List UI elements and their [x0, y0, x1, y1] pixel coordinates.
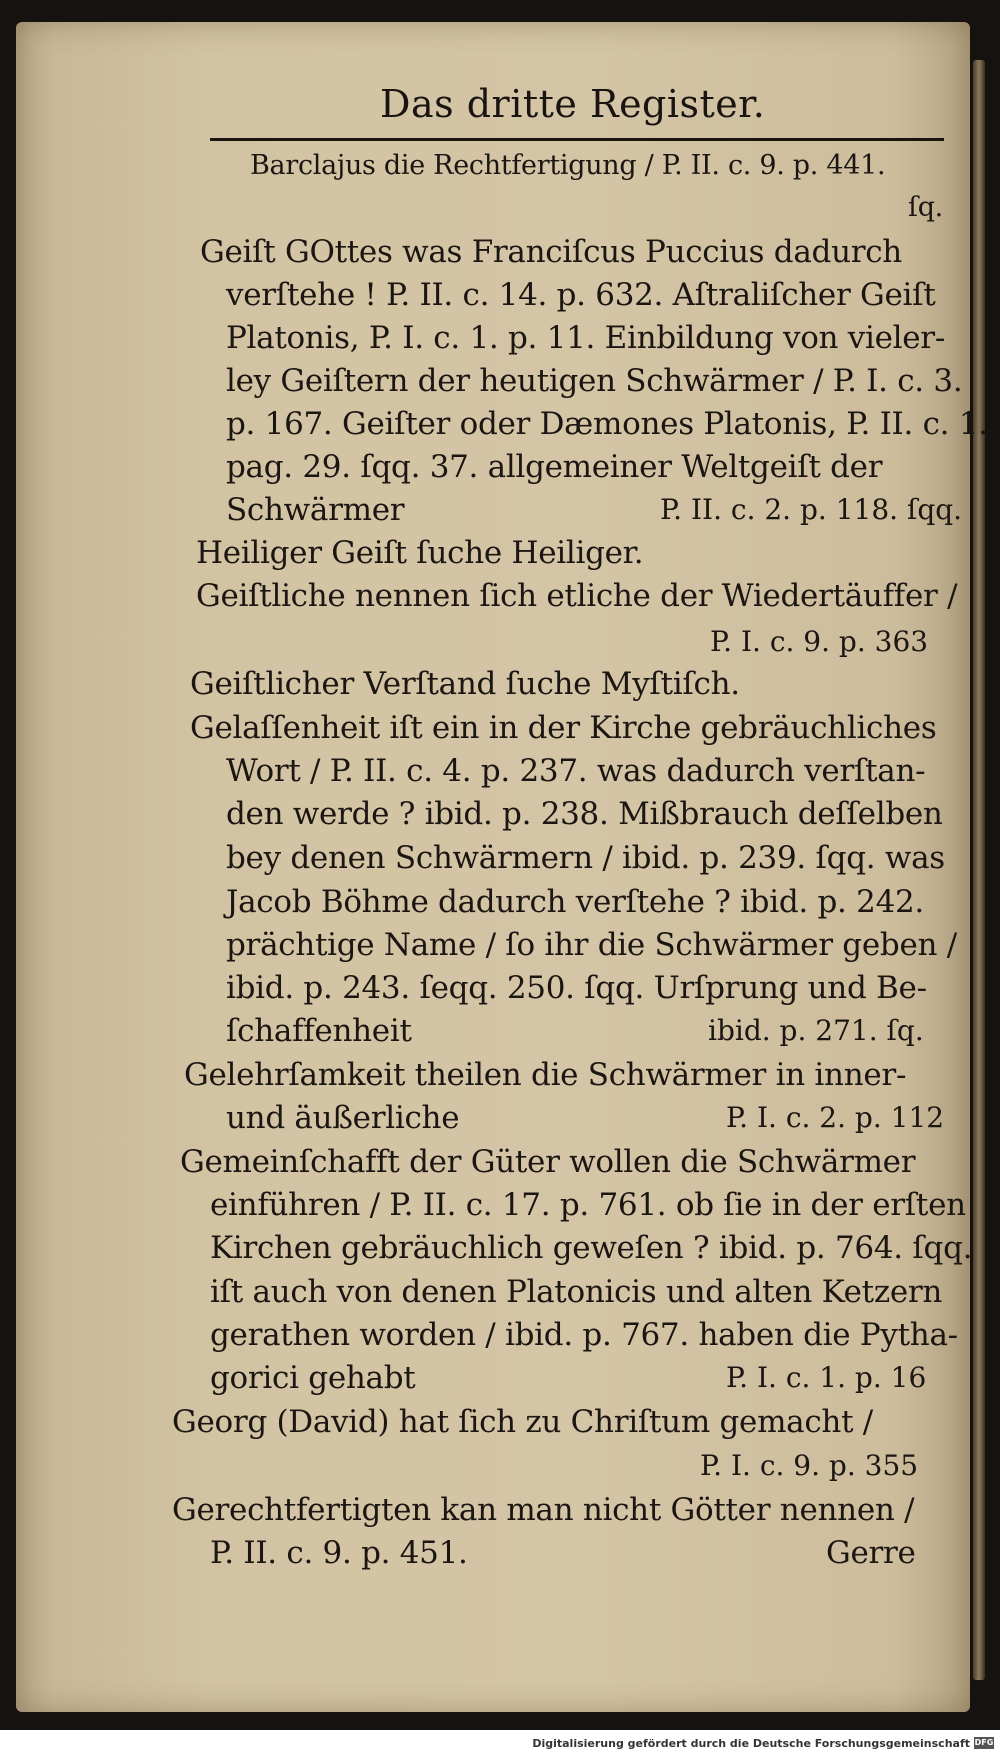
text-line: den werde ? ibid. p. 238. Mißbrauch deſſelben	[226, 796, 943, 832]
text-line: prächtige Name / ſo ihr die Schwärmer geben /	[226, 927, 957, 963]
page-reference: P. I. c. 9. p. 363	[710, 625, 929, 658]
text-line: pag. 29. ſqq. 37. allgemeiner Weltgeiſt der	[226, 449, 883, 485]
text-line: ſchaffenheit	[226, 1013, 412, 1049]
footer-bar	[0, 1730, 1000, 1757]
footer-credit: Digitalisierung gefördert durch die Deutsche Forschungsgemeinschaft	[532, 1737, 970, 1750]
catchword: Gerre	[826, 1535, 916, 1571]
text-line: Schwärmer	[226, 492, 405, 528]
text-line: gerathen worden / ibid. p. 767. haben die Pytha-	[210, 1317, 958, 1353]
text-line: p. 167. Geiſter oder Dæmones Platonis, P. II. c. 1.	[226, 406, 988, 442]
text-line: verſtehe ! P. II. c. 14. p. 632. Aſtraliſcher Geiſt	[226, 277, 936, 313]
text-line: Kirchen gebräuchlich geweſen ? ibid. p. 764. ſqq.	[210, 1230, 973, 1266]
text-line: Geiſt GOttes was Franciſcus Puccius dadurch	[200, 234, 902, 270]
text-line: Geiſtlicher Verſtand ſuche Myſtiſch.	[190, 666, 740, 702]
text-line: Gerechtfertigten kan man nicht Götter nennen /	[172, 1492, 915, 1528]
header-rule	[210, 138, 944, 141]
text-line: Gelaſſenheit iſt ein in der Kirche gebräuchliches	[190, 710, 937, 746]
text-line: Platonis, P. I. c. 1. p. 11. Einbildung von vieler-	[226, 320, 945, 356]
text-line: Wort / P. II. c. 4. p. 237. was dadurch verſtan-	[226, 753, 926, 789]
text-line: Jacob Böhme dadurch verſtehe ? ibid. p. 242.	[226, 884, 924, 920]
page-reference: ibid. p. 271. ſq.	[708, 1014, 924, 1047]
text-line: bey denen Schwärmern / ibid. p. 239. ſqq. was	[226, 840, 945, 876]
text-line: Heiliger Geiſt ſuche Heiliger.	[196, 535, 644, 571]
page-reference: P. I. c. 2. p. 112	[726, 1101, 945, 1134]
dfg-logo-icon: DFG	[974, 1738, 994, 1747]
text-line: Gemeinſchafft der Güter wollen die Schwärmer	[180, 1144, 916, 1180]
text-line: Barclajus die Rechtfertigung / P. II. c. 9. p. 441.	[250, 150, 886, 181]
page-reference: P. I. c. 1. p. 16	[726, 1361, 927, 1394]
page-header-title: Das dritte Register.	[380, 82, 766, 126]
text-line: gorici gehabt	[210, 1360, 416, 1396]
text-line: iſt auch von denen Platonicis und alten Ketzern	[210, 1274, 943, 1310]
page-reference: P. II. c. 2. p. 118. ſqq.	[660, 493, 963, 526]
text-line: einführen / P. II. c. 17. p. 761. ob ſie in der erſten	[210, 1187, 966, 1223]
text-line: ſq.	[908, 192, 943, 223]
text-line: Geiſtliche nennen ſich etliche der Wiedertäuffer /	[196, 578, 958, 614]
text-line: Gelehrſamkeit theilen die Schwärmer in inner-	[184, 1057, 907, 1093]
text-line: Georg (David) hat ſich zu Chriſtum gemacht /	[172, 1404, 873, 1440]
text-line: und äußerliche	[226, 1100, 460, 1136]
page-reference: P. I. c. 9. p. 355	[700, 1449, 919, 1482]
page-edge	[973, 60, 985, 1680]
text-line: ibid. p. 243. ſeqq. 250. ſqq. Urſprung und Be-	[226, 970, 927, 1006]
text-line: ley Geiſtern der heutigen Schwärmer / P. I. c. 3.	[226, 363, 963, 399]
text-line: P. II. c. 9. p. 451.	[210, 1535, 468, 1571]
